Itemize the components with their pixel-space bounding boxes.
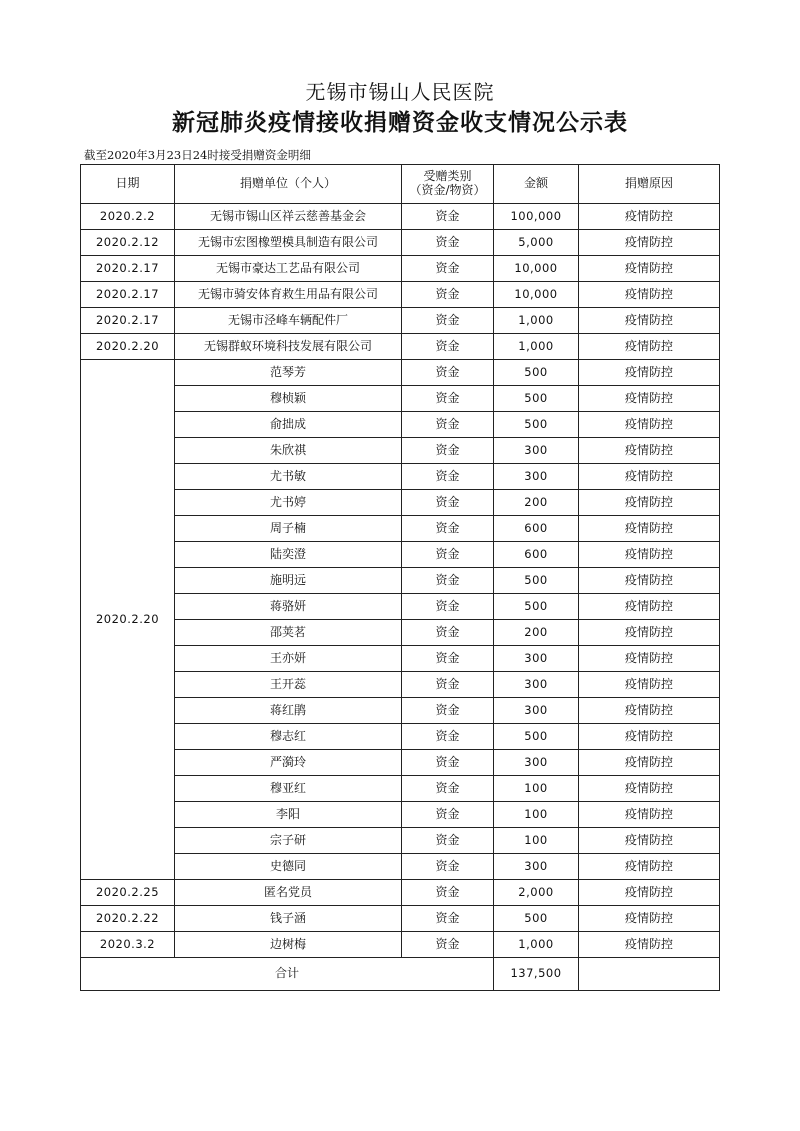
- amount-cell: 200: [494, 620, 579, 646]
- reason-cell: 疫情防控: [579, 672, 720, 698]
- donor-cell: 无锡群蚁环境科技发展有限公司: [175, 334, 402, 360]
- amount-cell: 500: [494, 412, 579, 438]
- date-cell: 2020.2.17: [81, 282, 175, 308]
- donor-cell: 蒋红鹃: [175, 698, 402, 724]
- amount-cell: 600: [494, 542, 579, 568]
- column-header-type-line1: 受赠类别: [423, 169, 472, 184]
- donor-cell: 周子楠: [175, 516, 402, 542]
- type-cell: 资金: [402, 646, 494, 672]
- reason-cell: 疫情防控: [579, 828, 720, 854]
- donor-cell: 史德同: [175, 854, 402, 880]
- amount-cell: 300: [494, 464, 579, 490]
- reason-cell: 疫情防控: [579, 516, 720, 542]
- type-cell: 资金: [402, 594, 494, 620]
- type-cell: 资金: [402, 490, 494, 516]
- table-row: [81, 646, 720, 672]
- amount-cell: 1,000: [494, 334, 579, 360]
- amount-cell: 500: [494, 360, 579, 386]
- type-cell: 资金: [402, 880, 494, 906]
- hospital-name: 无锡市锡山人民医院: [305, 80, 495, 104]
- table-row: [81, 308, 720, 334]
- date-cell: 2020.2.2: [81, 204, 175, 230]
- table-row: [81, 386, 720, 412]
- table-row: [81, 698, 720, 724]
- column-header-date: 日期: [81, 165, 175, 204]
- donation-table: [80, 164, 720, 991]
- table-row: [81, 438, 720, 464]
- type-cell: 资金: [402, 360, 494, 386]
- amount-cell: 300: [494, 438, 579, 464]
- reason-cell: 疫情防控: [579, 802, 720, 828]
- date-cell: 2020.3.2: [81, 932, 175, 958]
- table-row: [81, 568, 720, 594]
- reason-cell: 疫情防控: [579, 308, 720, 334]
- reason-cell: 疫情防控: [579, 464, 720, 490]
- donor-cell: 严漪玲: [175, 750, 402, 776]
- amount-cell: 500: [494, 386, 579, 412]
- amount-cell: 300: [494, 750, 579, 776]
- reason-cell: 疫情防控: [579, 256, 720, 282]
- table-row: [81, 360, 720, 386]
- table-row: [81, 516, 720, 542]
- table-row: [81, 750, 720, 776]
- type-cell: 资金: [402, 620, 494, 646]
- type-cell: 资金: [402, 464, 494, 490]
- donor-cell: 无锡市宏图橡塑模具制造有限公司: [175, 230, 402, 256]
- donor-cell: 尤书敏: [175, 464, 402, 490]
- donor-cell: 钱子涵: [175, 906, 402, 932]
- reason-cell: 疫情防控: [579, 204, 720, 230]
- amount-cell: 500: [494, 594, 579, 620]
- date-cell-merged: 2020.2.20: [81, 360, 175, 880]
- table-row: [81, 594, 720, 620]
- amount-cell: 2,000: [494, 880, 579, 906]
- column-header-amount: 金额: [494, 165, 579, 204]
- amount-cell: 10,000: [494, 256, 579, 282]
- type-cell: 资金: [402, 282, 494, 308]
- table-caption: 截至2020年3月23日24时接受捐赠资金明细: [84, 148, 311, 162]
- reason-cell: 疫情防控: [579, 724, 720, 750]
- donor-cell: 穆志红: [175, 724, 402, 750]
- reason-cell: 疫情防控: [579, 282, 720, 308]
- type-cell: 资金: [402, 230, 494, 256]
- donor-cell: 无锡市泾峰车辆配件厂: [175, 308, 402, 334]
- donor-cell: 李阳: [175, 802, 402, 828]
- table-header-row: [81, 165, 720, 204]
- reason-cell: 疫情防控: [579, 594, 720, 620]
- reason-cell: 疫情防控: [579, 360, 720, 386]
- total-amount-cell: 137,500: [494, 958, 579, 991]
- donor-cell: 无锡市豪达工艺品有限公司: [175, 256, 402, 282]
- table-row: [81, 802, 720, 828]
- table-row: [81, 256, 720, 282]
- column-header-reason: 捐赠原因: [579, 165, 720, 204]
- donor-cell: 无锡市骑安体育救生用品有限公司: [175, 282, 402, 308]
- amount-cell: 500: [494, 724, 579, 750]
- type-cell: 资金: [402, 724, 494, 750]
- donor-cell: 穆亚红: [175, 776, 402, 802]
- type-cell: 资金: [402, 776, 494, 802]
- column-header-donor: 捐赠单位（个人）: [175, 165, 402, 204]
- donor-cell: 邵荚茗: [175, 620, 402, 646]
- date-cell: 2020.2.25: [81, 880, 175, 906]
- amount-cell: 10,000: [494, 282, 579, 308]
- table-row: [81, 620, 720, 646]
- amount-cell: 1,000: [494, 932, 579, 958]
- donor-cell: 无锡市锡山区祥云慈善基金会: [175, 204, 402, 230]
- donor-cell: 王开蕊: [175, 672, 402, 698]
- reason-cell: 疫情防控: [579, 776, 720, 802]
- table-row: [81, 906, 720, 932]
- type-cell: 资金: [402, 672, 494, 698]
- total-reason-cell: [579, 958, 720, 991]
- amount-cell: 100: [494, 802, 579, 828]
- type-cell: 资金: [402, 568, 494, 594]
- table-row: [81, 490, 720, 516]
- table-row: [81, 204, 720, 230]
- donor-cell: 边树梅: [175, 932, 402, 958]
- reason-cell: 疫情防控: [579, 412, 720, 438]
- amount-cell: 100,000: [494, 204, 579, 230]
- type-cell: 资金: [402, 438, 494, 464]
- total-label-cell: 合计: [81, 958, 494, 991]
- type-cell: 资金: [402, 308, 494, 334]
- total-row: [81, 958, 720, 991]
- type-cell: 资金: [402, 854, 494, 880]
- amount-cell: 300: [494, 672, 579, 698]
- date-cell: 2020.2.17: [81, 256, 175, 282]
- type-cell: 资金: [402, 386, 494, 412]
- reason-cell: 疫情防控: [579, 542, 720, 568]
- type-cell: 资金: [402, 932, 494, 958]
- donor-cell: 范琴芳: [175, 360, 402, 386]
- reason-cell: 疫情防控: [579, 386, 720, 412]
- donor-cell: 宗子研: [175, 828, 402, 854]
- donor-cell: 陆奕澄: [175, 542, 402, 568]
- table-row: [81, 854, 720, 880]
- reason-cell: 疫情防控: [579, 490, 720, 516]
- reason-cell: 疫情防控: [579, 880, 720, 906]
- type-cell: 资金: [402, 828, 494, 854]
- table-row: [81, 334, 720, 360]
- reason-cell: 疫情防控: [579, 646, 720, 672]
- type-cell: 资金: [402, 750, 494, 776]
- donor-cell: 王亦妍: [175, 646, 402, 672]
- donor-cell: 尤书婷: [175, 490, 402, 516]
- reason-cell: 疫情防控: [579, 334, 720, 360]
- table-row: [81, 880, 720, 906]
- amount-cell: 500: [494, 568, 579, 594]
- donor-cell: 朱欣祺: [175, 438, 402, 464]
- amount-cell: 1,000: [494, 308, 579, 334]
- amount-cell: 300: [494, 698, 579, 724]
- donor-cell: 匿名党员: [175, 880, 402, 906]
- column-header-type-line2: （资金/物资）: [409, 183, 486, 197]
- date-cell: 2020.2.20: [81, 334, 175, 360]
- reason-cell: 疫情防控: [579, 932, 720, 958]
- table-row: [81, 464, 720, 490]
- type-cell: 资金: [402, 204, 494, 230]
- column-header-type: [402, 165, 494, 204]
- date-cell: 2020.2.17: [81, 308, 175, 334]
- type-cell: 资金: [402, 334, 494, 360]
- type-cell: 资金: [402, 698, 494, 724]
- table-row: [81, 412, 720, 438]
- amount-cell: 200: [494, 490, 579, 516]
- table-row: [81, 828, 720, 854]
- table-row: [81, 672, 720, 698]
- donor-cell: 施明远: [175, 568, 402, 594]
- table-row: [81, 542, 720, 568]
- table-row: [81, 776, 720, 802]
- type-cell: 资金: [402, 412, 494, 438]
- reason-cell: 疫情防控: [579, 750, 720, 776]
- donor-cell: 俞拙成: [175, 412, 402, 438]
- reason-cell: 疫情防控: [579, 438, 720, 464]
- table-row: [81, 282, 720, 308]
- table-row: [81, 230, 720, 256]
- amount-cell: 100: [494, 828, 579, 854]
- reason-cell: 疫情防控: [579, 854, 720, 880]
- amount-cell: 300: [494, 854, 579, 880]
- type-cell: 资金: [402, 906, 494, 932]
- date-cell: 2020.2.22: [81, 906, 175, 932]
- amount-cell: 300: [494, 646, 579, 672]
- donor-cell: 蒋骆妍: [175, 594, 402, 620]
- reason-cell: 疫情防控: [579, 620, 720, 646]
- reason-cell: 疫情防控: [579, 568, 720, 594]
- table-row: [81, 724, 720, 750]
- donor-cell: 穆桢颖: [175, 386, 402, 412]
- amount-cell: 500: [494, 906, 579, 932]
- reason-cell: 疫情防控: [579, 906, 720, 932]
- type-cell: 资金: [402, 542, 494, 568]
- reason-cell: 疫情防控: [579, 698, 720, 724]
- reason-cell: 疫情防控: [579, 230, 720, 256]
- amount-cell: 600: [494, 516, 579, 542]
- amount-cell: 100: [494, 776, 579, 802]
- page-title: 新冠肺炎疫情接收捐赠资金收支情况公示表: [172, 109, 628, 136]
- type-cell: 资金: [402, 516, 494, 542]
- date-cell: 2020.2.12: [81, 230, 175, 256]
- type-cell: 资金: [402, 802, 494, 828]
- amount-cell: 5,000: [494, 230, 579, 256]
- type-cell: 资金: [402, 256, 494, 282]
- table-row: [81, 932, 720, 958]
